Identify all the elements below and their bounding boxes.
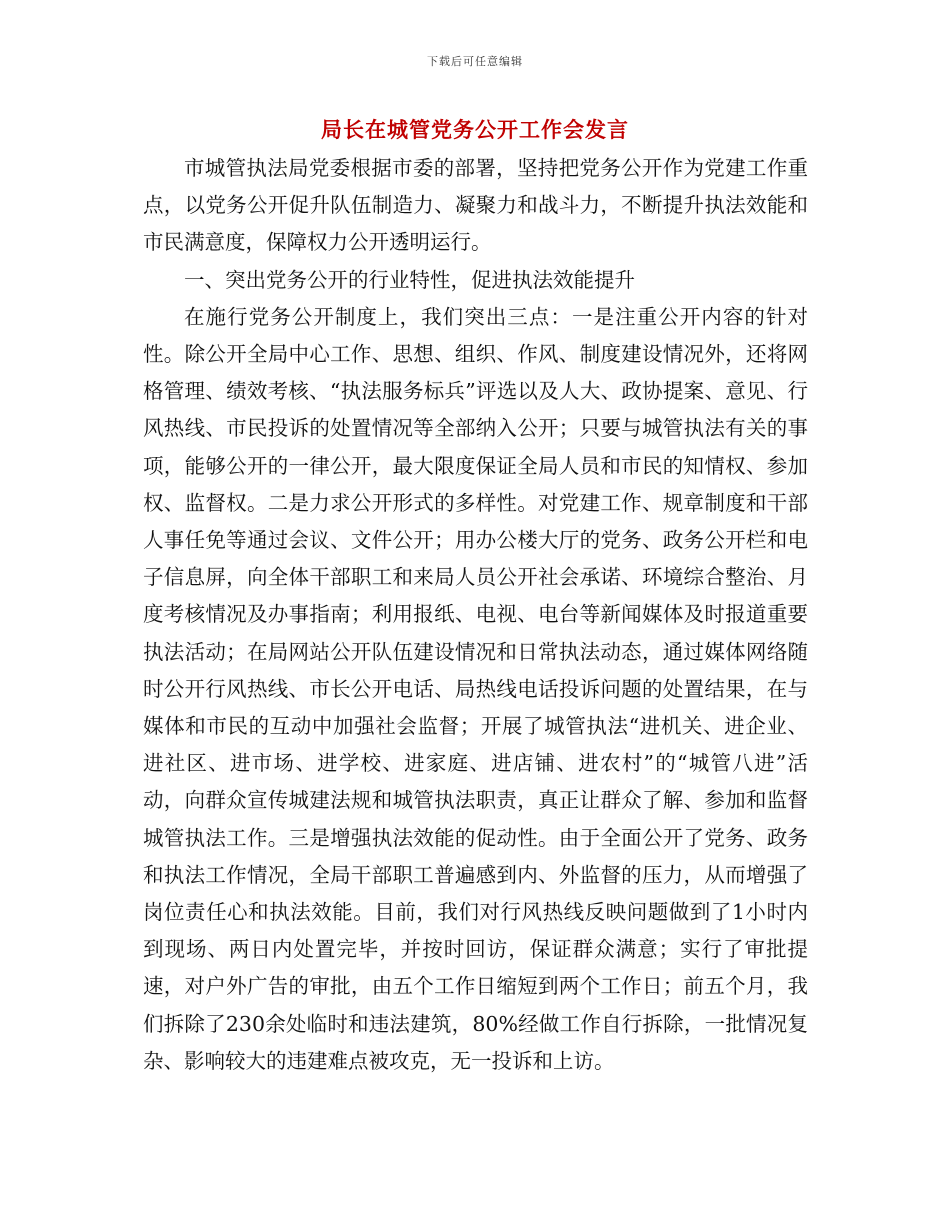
section-heading-1: 一、突出党务公开的行业特性，促进执法效能提升 (184, 267, 635, 292)
header-note: 下载后可任意编辑 (427, 55, 523, 68)
page-title: 局长在城管党务公开工作会发言 (321, 117, 629, 142)
paragraph-intro: 市城管执法局党委根据市委的部署，坚持把党务公开作为党建工作重点，以党务公开促升队伍制造力、凝聚力和战斗力，不断提升执法效能和市民满意度，保障权力公开透明运行。 (143, 156, 808, 255)
document-body (143, 150, 808, 1080)
paragraph-section-1: 在施行党务公开制度上，我们突出三点：一是注重公开内容的针对性。除公开全局中心工作、思想、组织、作风、制度建设情况外，还将网格管理、绩效考核、“执法服务标兵”评选以及人大、政协提案、意见、行风热线、市民投诉的处置情况等全部纳入公开；只要与城管执法有关的事项，能够公开的一律公开，最大限度保证全局人员和市民的知情权、参加权、监督权。二是力求公开形式的多样性。对党建工作、规章制度和干部人事任免等通过会议、文件公开；用办公楼大厅的党务、政务公开栏和电子信息屏，向全体干部职工和来局人员公开社会承诺、环境综合整治、月度考核情况及办事指南；利用报纸、电视、电台等新闻媒体及时报道重要执法活动；在局网站公开队伍建设情况和日常执法动态，通过媒体网络随时公开行风热线、市长公开电话、局热线电话投诉问题的处置结果，在与媒体和市民的互动中加强社会监督；开展了城管执法“进机关、进企业、进社区、进市场、进学校、进家庭、进店铺、进农村”的“城管八进”活动，向群众宣传城建法规和城管执法职责，真正让群众了解、参加和监督城管执法工作。三是增强执法效能的促动性。由于全面公开了党务、政务和执法工作情况，全局干部职工普遍感到内、外监督的压力，从而增强了岗位责任心和执法效能。目前，我们对行风热线反映问题做到了1小时内到现场、两日内处置完毕，并按时回访，保证群众满意；实行了审批提速，对户外广告的审批，由五个工作日缩短到两个工作日；前五个月，我们拆除了230余处临时和违法建筑，80%经做工作自行拆除，一批情况复杂、影响较大的违建难点被攻克，无一投诉和上访。 (143, 304, 808, 1073)
